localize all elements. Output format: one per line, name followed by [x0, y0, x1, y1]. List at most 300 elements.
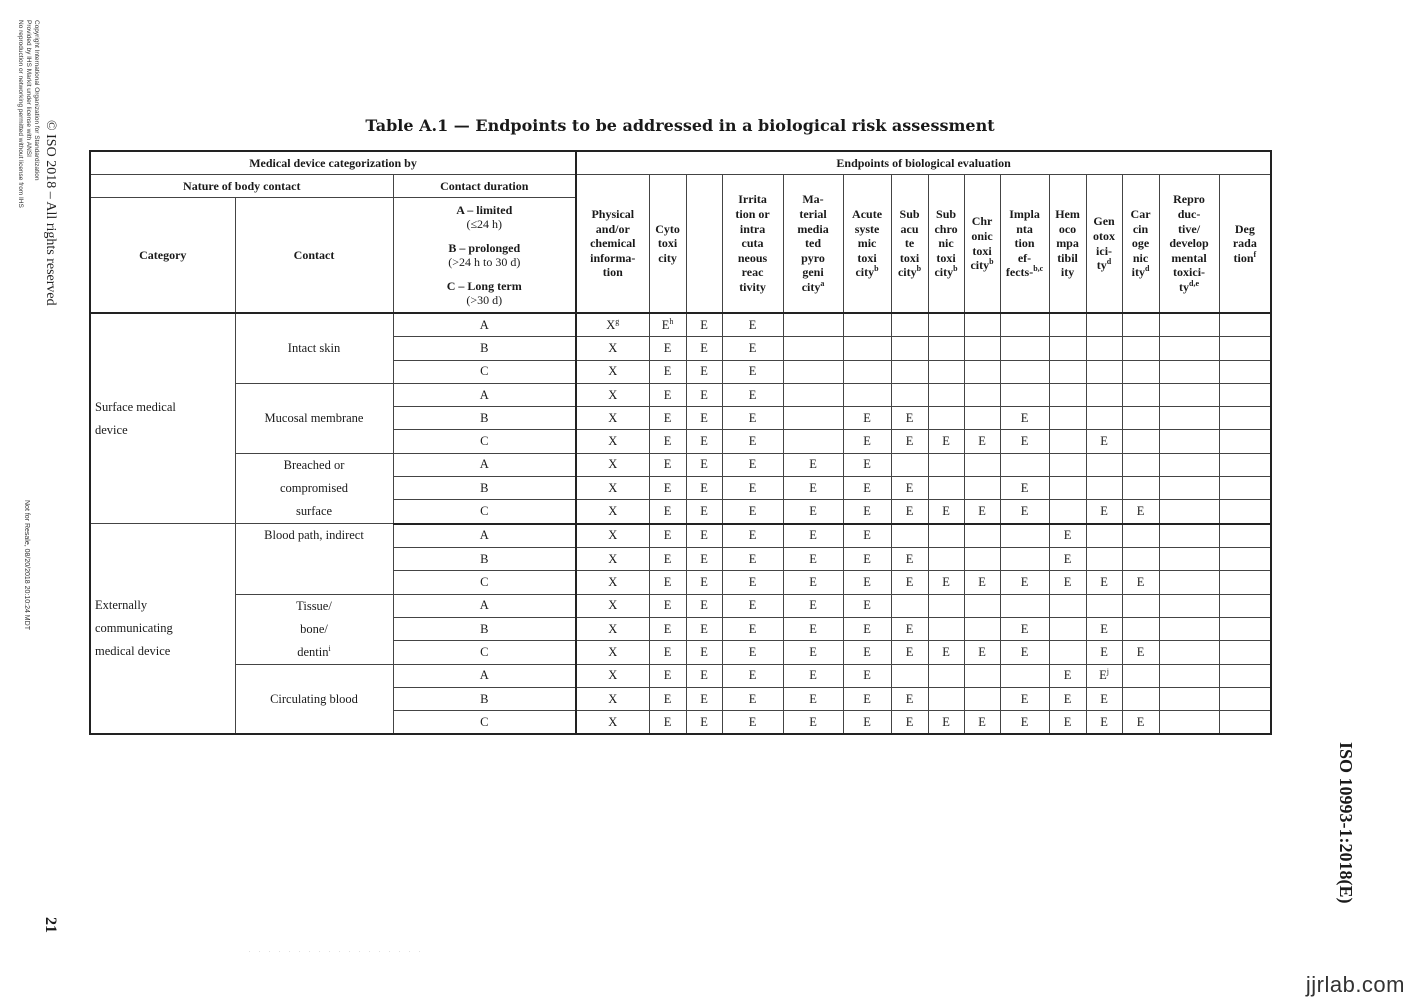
header-categorization: Medical device categorization by	[90, 151, 576, 175]
header-endpoint	[783, 175, 843, 314]
endpoint-cell	[1219, 430, 1271, 453]
endpoint-cell	[649, 383, 686, 406]
endpoint-cell	[928, 383, 964, 406]
endpoint-cell	[722, 500, 783, 524]
page-number: 21	[42, 917, 59, 933]
footnote-marker: b	[874, 264, 879, 274]
endpoint-cell	[1219, 571, 1271, 594]
duration-cell: A	[393, 524, 576, 548]
endpoint-label-line: cuta	[741, 236, 764, 251]
endpoint-cell	[964, 383, 1000, 406]
endpoint-cell	[649, 360, 686, 383]
endpoint-label-line: toxi	[857, 250, 877, 265]
endpoint-cell	[722, 430, 783, 453]
endpoint-mark: E	[905, 480, 914, 495]
endpoint-mark: X	[608, 551, 618, 566]
endpoint-mark: E	[663, 410, 672, 425]
endpoint-cell	[1122, 477, 1159, 500]
endpoint-label-line: develop	[1169, 236, 1209, 251]
endpoint-mark: X	[608, 387, 618, 402]
endpoint-mark: E	[748, 621, 757, 636]
endpoint-cell	[1122, 500, 1159, 524]
endpoint-cell	[964, 453, 1000, 476]
duration-a-label: A – limited	[456, 202, 513, 217]
endpoint-cell	[1000, 500, 1049, 524]
endpoint-mark: E	[809, 621, 817, 636]
endpoint-cell	[928, 617, 964, 640]
header-duration-legend	[393, 198, 576, 314]
endpoint-cell	[843, 383, 891, 406]
endpoint-mark: E	[663, 434, 672, 449]
endpoint-cell	[843, 547, 891, 570]
endpoint-mark: X	[608, 480, 618, 495]
contact-cell	[235, 313, 393, 383]
iso-copyright: © ISO 2018 – All rights reserved	[43, 120, 58, 306]
endpoint-cell	[1049, 641, 1086, 664]
endpoint-cell	[1159, 337, 1219, 360]
table-row	[90, 594, 1271, 617]
endpoint-cell	[783, 360, 843, 383]
endpoint-mark: X	[608, 434, 618, 449]
category-label-line: device	[95, 422, 128, 437]
endpoint-cell	[1219, 337, 1271, 360]
endpoint-mark: E	[809, 598, 817, 613]
endpoint-mark: E	[663, 621, 672, 636]
contact-label-line: Blood path, indirect	[264, 528, 364, 543]
endpoint-cell	[1122, 687, 1159, 710]
endpoint-cell	[1219, 453, 1271, 476]
endpoint-mark: E	[748, 480, 757, 495]
endpoint-mark: E	[1020, 410, 1029, 425]
endpoint-mark: E	[1020, 434, 1029, 449]
endpoint-mark: E	[661, 317, 670, 332]
footnote-marker: h	[669, 316, 674, 326]
header-endpoint	[1086, 175, 1122, 314]
endpoint-mark: E	[1100, 714, 1108, 729]
endpoint-mark: E	[1063, 691, 1072, 706]
category-cell	[90, 524, 235, 735]
endpoint-label-line: Impla	[1009, 207, 1040, 222]
endpoint-label-line: nta	[1016, 221, 1033, 236]
endpoint-cell	[576, 453, 649, 476]
endpoint-mark: E	[809, 668, 817, 683]
endpoint-cell	[686, 571, 722, 594]
endpoint-cell	[1159, 453, 1219, 476]
endpoint-cell	[686, 664, 722, 687]
endpoint-mark: E	[663, 551, 672, 566]
endpoint-cell	[649, 711, 686, 735]
endpoint-cell	[891, 500, 928, 524]
category-label-line: communicating	[95, 621, 173, 636]
endpoint-mark: E	[942, 714, 950, 729]
endpoint-cell	[1000, 360, 1049, 383]
endpoint-cell	[843, 477, 891, 500]
endpoint-mark: E	[905, 644, 914, 659]
endpoint-label-line: syste	[854, 221, 880, 236]
endpoint-cell	[964, 337, 1000, 360]
endpoint-cell	[576, 313, 649, 337]
endpoint-cell	[964, 360, 1000, 383]
footnote-marker: g	[615, 316, 620, 326]
header-endpoints: Endpoints of biological evaluation	[576, 151, 1271, 175]
endpoint-cell	[1049, 547, 1086, 570]
endpoint-label-line: city$^b$	[855, 264, 879, 280]
endpoint-cell	[891, 524, 928, 548]
endpoint-cell	[928, 407, 964, 430]
endpoint-cell	[686, 711, 722, 735]
endpoint-label-line: acu	[900, 221, 919, 236]
header-nature: Nature of body contact	[90, 175, 393, 198]
endpoint-label-line: mic	[857, 236, 877, 251]
endpoint-label-line: Chr	[971, 214, 993, 229]
contact-cell	[235, 453, 393, 523]
endpoint-mark: X	[608, 410, 618, 425]
endpoint-label-line: city$^b$	[934, 264, 958, 280]
endpoint-label-line: Sub	[899, 207, 920, 222]
endpoint-cell	[576, 407, 649, 430]
endpoint-mark: E	[905, 551, 914, 566]
endpoint-mark: E	[700, 340, 708, 355]
endpoint-mark: E	[700, 574, 708, 589]
endpoint-cell	[783, 594, 843, 617]
duration-cell: C	[393, 360, 576, 383]
endpoint-mark: E	[905, 434, 914, 449]
contact-label-line: dentin$^i$	[297, 643, 331, 659]
endpoint-cell	[964, 594, 1000, 617]
endpoint-cell	[1049, 664, 1086, 687]
endpoint-cell	[964, 571, 1000, 594]
endpoint-cell	[1000, 430, 1049, 453]
endpoint-label-line: terial	[799, 207, 827, 222]
endpoint-cell	[964, 664, 1000, 687]
endpoint-cell	[1159, 360, 1219, 383]
endpoint-label-line: otox	[1093, 228, 1116, 243]
endpoint-cell	[928, 524, 964, 548]
watermark: jjrlab.com	[1305, 972, 1405, 997]
endpoint-cell	[649, 477, 686, 500]
endpoint-label-line: cin	[1132, 221, 1149, 236]
header-endpoint	[964, 175, 1000, 314]
endpoint-mark: E	[748, 317, 757, 332]
endpoint-cell	[1049, 617, 1086, 640]
endpoint-mark: E	[1100, 691, 1108, 706]
endpoint-cell	[722, 477, 783, 500]
endpoint-cell	[649, 617, 686, 640]
contact-cell	[235, 524, 393, 594]
endpoint-cell	[1000, 571, 1049, 594]
endpoint-label-line: toxi	[657, 236, 678, 251]
endpoint-mark: E	[1020, 644, 1029, 659]
endpoint-cell	[843, 430, 891, 453]
footnote-marker: j	[1106, 667, 1109, 677]
endpoint-mark: E	[748, 528, 757, 543]
endpoint-cell	[686, 430, 722, 453]
endpoint-mark: E	[863, 504, 871, 519]
endpoint-cell	[1159, 594, 1219, 617]
endpoint-cell	[964, 313, 1000, 337]
endpoint-cell	[1159, 383, 1219, 406]
endpoint-cell	[1122, 407, 1159, 430]
header-endpoint	[843, 175, 891, 314]
table-title: Table A.1 — Endpoints to be addressed in a biological risk assessment	[365, 116, 995, 135]
header-endpoint	[1049, 175, 1086, 314]
endpoint-cell	[649, 571, 686, 594]
endpoint-label-line: geni	[802, 265, 824, 280]
endpoint-label-line: Ma-	[802, 192, 824, 207]
endpoint-cell	[649, 641, 686, 664]
endpoint-cell	[1086, 594, 1122, 617]
endpoint-cell	[891, 594, 928, 617]
endpoint-cell	[1000, 687, 1049, 710]
duration-b-label: B – prolonged	[448, 240, 521, 255]
endpoint-mark: E	[1063, 551, 1072, 566]
duration-c-range: (>30 d)	[466, 293, 503, 307]
endpoint-cell	[1000, 477, 1049, 500]
endpoint-cell	[1049, 337, 1086, 360]
endpoint-cell	[1122, 360, 1159, 383]
endpoint-mark: X	[608, 364, 618, 379]
endpoint-cell	[783, 477, 843, 500]
endpoint-mark: E	[700, 714, 708, 729]
endpoint-label-line: city	[658, 250, 677, 265]
duration-cell: A	[393, 313, 576, 337]
endpoint-cell	[891, 664, 928, 687]
endpoint-cell	[843, 617, 891, 640]
endpoint-cell	[843, 571, 891, 594]
endpoint-cell	[1049, 407, 1086, 430]
duration-cell: C	[393, 571, 576, 594]
endpoint-mark: E	[863, 621, 871, 636]
duration-cell: B	[393, 337, 576, 360]
endpoint-cell	[1219, 641, 1271, 664]
endpoint-mark: E	[700, 480, 708, 495]
endpoint-cell	[1086, 641, 1122, 664]
endpoints-table	[89, 150, 1272, 735]
endpoint-cell	[1219, 313, 1271, 337]
endpoint-mark: E	[863, 457, 871, 472]
endpoint-mark: E	[863, 598, 871, 613]
endpoint-label-line: neous	[737, 250, 768, 265]
endpoint-cell	[964, 407, 1000, 430]
duration-a-range: (≤24 h)	[466, 217, 503, 231]
endpoint-mark: E	[942, 574, 950, 589]
endpoint-cell	[891, 360, 928, 383]
contact-cell	[235, 664, 393, 734]
duration-cell: A	[393, 383, 576, 406]
endpoint-cell	[1122, 313, 1159, 337]
endpoint-mark: X	[608, 691, 618, 706]
endpoint-cell	[1000, 337, 1049, 360]
endpoint-cell	[1086, 500, 1122, 524]
endpoint-cell	[1049, 453, 1086, 476]
footnote-marker: d	[1106, 257, 1112, 267]
endpoint-cell	[1000, 524, 1049, 548]
endpoint-mark: E	[1020, 574, 1029, 589]
endpoint-mark: E	[663, 480, 672, 495]
endpoint-cell	[649, 664, 686, 687]
endpoint-cell	[649, 594, 686, 617]
endpoint-cell	[576, 664, 649, 687]
copyright-line: Copyright International Organization for Standardization	[33, 20, 40, 181]
footnote-marker: d,e	[1189, 278, 1200, 288]
endpoint-cell	[649, 313, 686, 337]
endpoint-cell	[1049, 360, 1086, 383]
endpoint-cell	[783, 407, 843, 430]
endpoint-cell	[928, 664, 964, 687]
endpoint-label-line: Cyto	[655, 221, 680, 236]
endpoint-mark: E	[809, 528, 817, 543]
endpoint-cell	[686, 453, 722, 476]
endpoint-cell	[1122, 453, 1159, 476]
endpoint-label-line: tion	[1014, 236, 1035, 251]
endpoint-mark: E	[1136, 504, 1145, 519]
endpoint-cell	[722, 547, 783, 570]
endpoint-cell	[1086, 383, 1122, 406]
duration-b-range: (>24 h to 30 d)	[448, 255, 521, 269]
endpoint-cell	[1049, 383, 1086, 406]
endpoint-mark: E	[663, 387, 672, 402]
endpoint-cell	[1049, 594, 1086, 617]
endpoint-mark: E	[1020, 504, 1029, 519]
endpoint-cell	[928, 477, 964, 500]
endpoint-cell	[891, 617, 928, 640]
endpoint-label-line: $ty^d$	[1096, 257, 1112, 273]
endpoint-cell	[722, 664, 783, 687]
endpoint-cell	[1049, 500, 1086, 524]
endpoint-cell	[1086, 360, 1122, 383]
endpoint-mark: X	[608, 457, 618, 472]
endpoint-mark: E	[748, 434, 757, 449]
duration-cell: A	[393, 594, 576, 617]
endpoint-mark: E	[863, 574, 871, 589]
endpoint-label-line: Acute	[852, 207, 883, 222]
endpoint-cell	[1219, 547, 1271, 570]
endpoint-mark: E	[942, 434, 950, 449]
endpoint-mark: E	[905, 691, 914, 706]
endpoint-cell	[783, 453, 843, 476]
endpoint-cell	[928, 337, 964, 360]
endpoint-cell	[1000, 407, 1049, 430]
endpoint-mark: E	[700, 504, 708, 519]
endpoint-label-line: Hem	[1055, 207, 1080, 222]
endpoint-mark: E	[1100, 644, 1108, 659]
endpoint-mark: E	[1100, 504, 1108, 519]
endpoint-cell	[1000, 617, 1049, 640]
endpoint-cell	[1000, 453, 1049, 476]
endpoint-cell	[686, 594, 722, 617]
endpoint-cell	[649, 430, 686, 453]
endpoint-label-line: chro	[934, 221, 958, 236]
endpoint-mark: E	[1020, 621, 1029, 636]
endpoint-label-line: ted	[805, 236, 822, 251]
endpoint-cell	[1159, 477, 1219, 500]
endpoint-cell	[1219, 360, 1271, 383]
endpoint-mark: E	[663, 528, 672, 543]
endpoint-mark: E	[978, 644, 986, 659]
endpoint-cell	[783, 430, 843, 453]
endpoint-mark: E	[748, 364, 757, 379]
endpoint-cell	[783, 383, 843, 406]
endpoint-cell	[1000, 383, 1049, 406]
resale-notice: Not for Resale, 08/20/2018 20:10:24 MDT	[23, 500, 30, 630]
endpoint-cell	[891, 477, 928, 500]
endpoint-cell	[843, 641, 891, 664]
endpoint-cell	[722, 524, 783, 548]
endpoint-cell	[649, 500, 686, 524]
endpoint-cell	[576, 547, 649, 570]
endpoint-cell	[576, 360, 649, 383]
endpoint-cell	[891, 430, 928, 453]
endpoint-cell	[964, 547, 1000, 570]
endpoint-cell	[1000, 594, 1049, 617]
endpoint-mark: E	[905, 574, 914, 589]
endpoint-cell	[1122, 337, 1159, 360]
endpoint-mark: E	[1136, 574, 1145, 589]
endpoint-label-line: Gen	[1093, 214, 1115, 229]
endpoint-cell	[1000, 664, 1049, 687]
endpoint-cell	[1086, 453, 1122, 476]
endpoint-cell	[783, 524, 843, 548]
endpoint-cell	[722, 711, 783, 735]
endpoint-cell	[843, 313, 891, 337]
endpoint-label-line: tion$^f$	[1233, 249, 1257, 265]
endpoint-cell	[722, 641, 783, 664]
endpoint-label-line: ici-	[1096, 243, 1113, 258]
copyright-notice	[16, 20, 40, 208]
endpoint-cell	[891, 337, 928, 360]
endpoint-cell	[686, 407, 722, 430]
endpoint-mark: E	[809, 480, 817, 495]
endpoint-mark: E	[700, 691, 708, 706]
endpoint-mark: X	[608, 340, 618, 355]
endpoint-mark: E	[905, 621, 914, 636]
endpoint-cell	[964, 477, 1000, 500]
endpoint-cell	[928, 453, 964, 476]
endpoint-mark: E	[905, 504, 914, 519]
endpoint-cell	[1159, 524, 1219, 548]
footnote-marker: b,c	[1033, 264, 1044, 274]
endpoint-cell	[928, 571, 964, 594]
duration-cell: C	[393, 711, 576, 735]
endpoint-cell	[891, 547, 928, 570]
endpoint-label-line: toxi	[972, 243, 992, 258]
endpoint-mark: E	[1063, 668, 1072, 683]
endpoint-cell	[1159, 500, 1219, 524]
endpoint-mark: E	[978, 434, 986, 449]
endpoint-cell	[1219, 594, 1271, 617]
footnote-marker: b	[953, 264, 958, 274]
endpoint-mark: E	[663, 691, 672, 706]
endpoint-cell	[964, 641, 1000, 664]
endpoint-label-line: nic	[938, 236, 954, 251]
endpoint-label-line: and/or	[595, 221, 630, 236]
endpoint-label-line: Repro	[1173, 192, 1205, 207]
endpoint-mark: E	[700, 668, 708, 683]
endpoint-cell	[928, 641, 964, 664]
duration-cell: C	[393, 500, 576, 524]
endpoint-cell	[1122, 641, 1159, 664]
header-endpoint	[722, 175, 783, 314]
endpoint-label-line: Deg	[1234, 221, 1255, 236]
endpoint-mark: E	[1063, 574, 1072, 589]
endpoint-cell	[928, 547, 964, 570]
endpoint-mark: E	[700, 387, 708, 402]
endpoint-cell	[1122, 524, 1159, 548]
contact-label-line: compromised	[279, 480, 349, 495]
endpoint-cell	[1049, 571, 1086, 594]
endpoint-mark: X	[608, 714, 618, 729]
standard-id: ISO 10993-1:2018(E)	[1336, 742, 1356, 904]
